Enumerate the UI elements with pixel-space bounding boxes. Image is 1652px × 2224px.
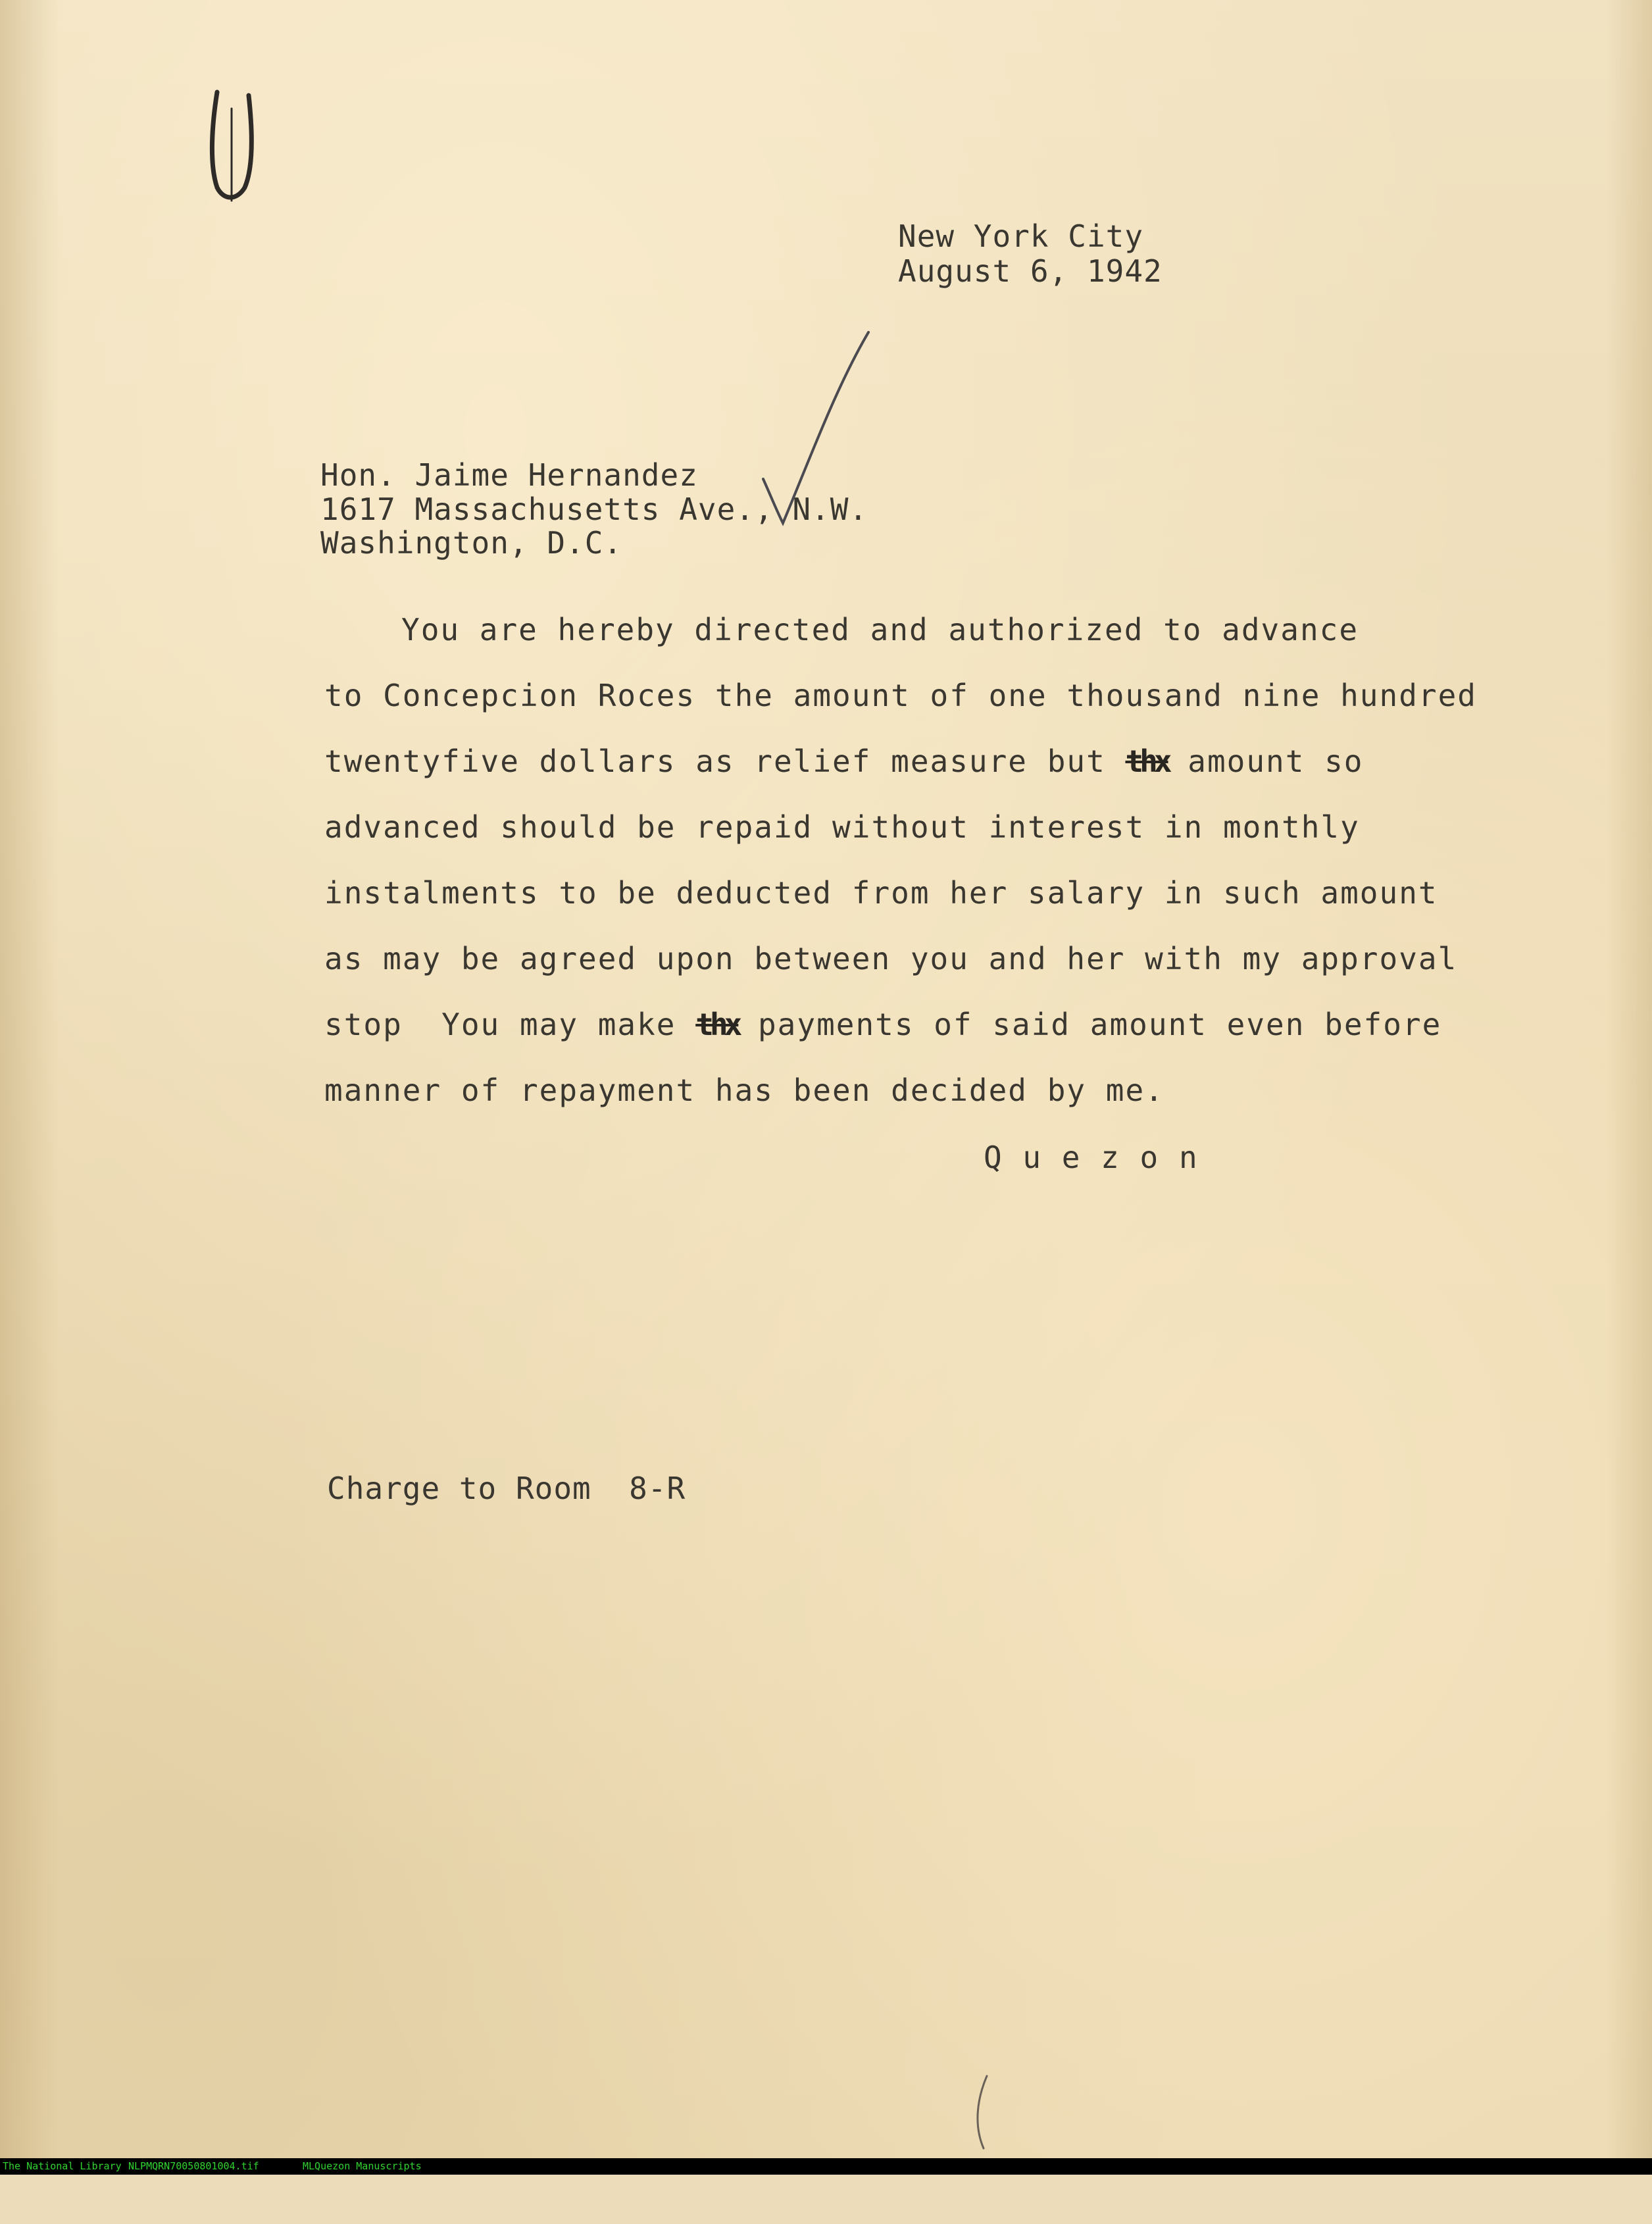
scan-status-bar [0,2158,1652,2175]
body-line-text: You are hereby directed and authorized to advance [401,612,1359,647]
body-line-8 [324,1073,1164,1108]
body-line-1 [401,612,1359,647]
body-line-2 [324,678,1477,713]
body-line-text: stop You may make [324,1007,696,1042]
body-line-text: advanced should be repaid without interest in monthly [324,809,1360,845]
body-line-text: amount so [1168,744,1364,779]
body-line-text: twentyfive dollars as relief measure but [324,744,1126,779]
place-line: New York City [898,218,1144,254]
recipient-name: Hon. Jaime Hernandez [320,457,698,493]
body-line-7 [324,1007,1441,1042]
body-line-text: manner of repayment has been decided by me. [324,1073,1164,1108]
recipient-city: Washington, D.C. [320,525,623,561]
status-file: NLPMQRN70050801004.tif [128,2160,259,2172]
date-line: August 6, 1942 [898,253,1163,289]
body-line-text: payments of said amount even before [738,1007,1442,1042]
body-line-3 [324,744,1364,779]
body-line-5 [324,875,1438,911]
struck-out-word: thx [1125,744,1168,779]
charge-note: Charge to Room 8-R [327,1471,686,1506]
status-library: The National Library [3,2160,122,2172]
signature: Q u e z o n [984,1140,1199,1175]
body-line-6 [324,941,1457,976]
status-collection: MLQuezon Manuscripts [303,2160,422,2172]
struck-out-word: thx [695,1007,739,1042]
body-line-text: instalments to be deducted from her salary in such amount [324,875,1438,911]
body-line-text: to Concepcion Roces the amount of one thousand nine hundred [324,678,1477,713]
body-line-text: as may be agreed upon between you and her with my approval [324,941,1458,976]
body-line-4 [324,809,1360,845]
handwritten-u-mark [212,92,251,201]
pencil-mark [978,2076,987,2148]
recipient-street: 1617 Massachusetts Ave., N.W. [320,492,868,527]
